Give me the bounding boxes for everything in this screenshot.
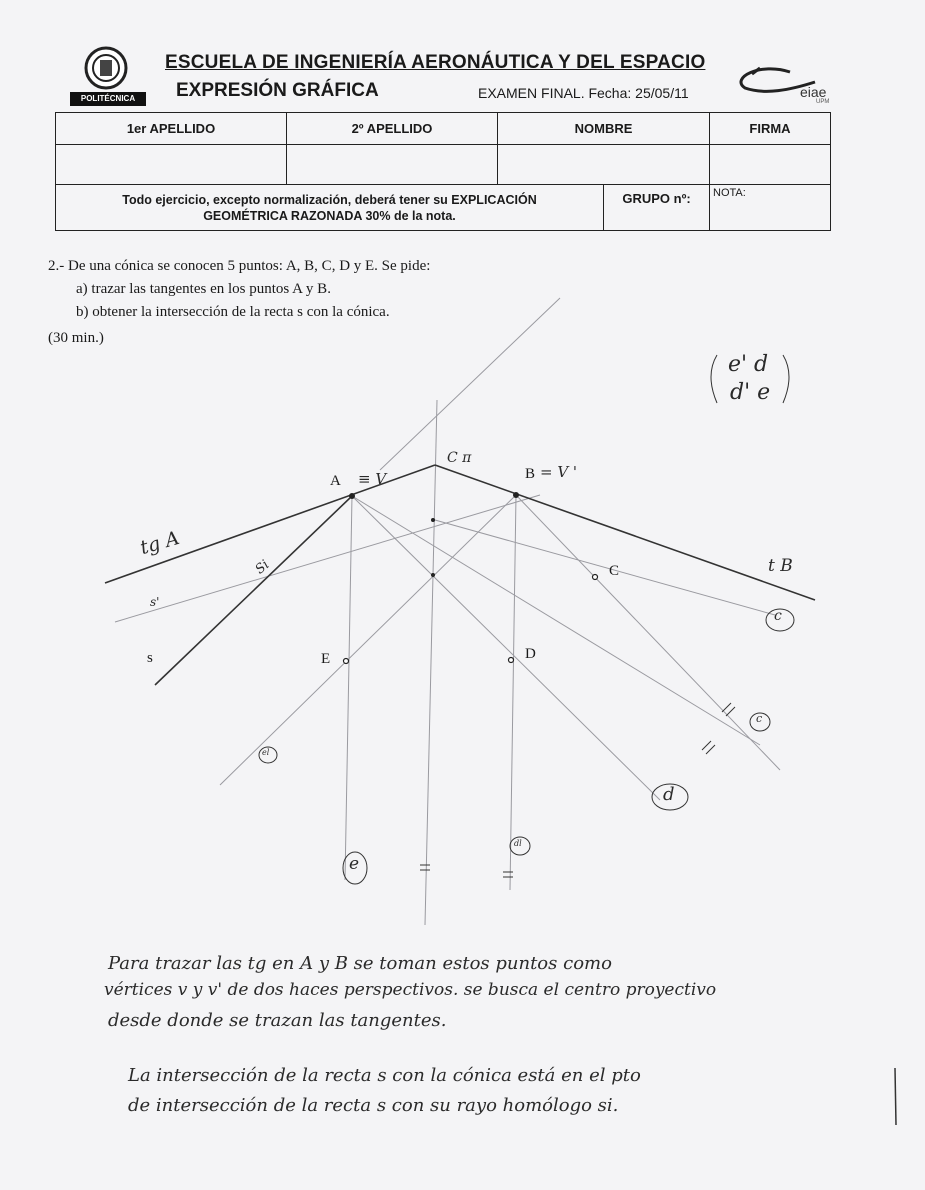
answer-line-2: vértices v y v' de dos haces perspectivos. se busca el centro proyectivo <box>104 980 717 1000</box>
label-s: s <box>147 650 153 666</box>
label-b: B <box>525 466 536 482</box>
circ-d-text: d <box>663 784 675 805</box>
note-line-2: GEOMÉTRICA RAZONADA 30% de la nota. <box>203 208 456 223</box>
eiae-logo-text: eiae <box>800 84 827 100</box>
label-a: A <box>330 473 341 489</box>
circ-dl-text: dl <box>514 839 522 848</box>
hw-cpi: C π <box>447 450 472 466</box>
margin-line <box>895 1068 896 1125</box>
exam-title: EXAMEN FINAL. Fecha: 25/05/11 <box>478 85 689 101</box>
answer-line-5: de intersección de la recta s con su rayo homólogo si. <box>128 1095 619 1116</box>
note-ed-1: e' d <box>728 352 769 377</box>
circ-e-text: e <box>349 854 360 874</box>
col-signature: FIRMA <box>710 113 831 145</box>
note-ed-2: d' e <box>730 380 771 405</box>
label-c: C <box>609 563 620 579</box>
hw-tga: tg A <box>137 526 182 560</box>
note-line-1: Todo ejercicio, excepto normalización, deberá tener su EXPLICACIÓN <box>122 192 537 207</box>
answer-line-1: Para trazar las tg en A y B se toman estos puntos como <box>108 953 612 974</box>
hw-tb: t B <box>768 556 793 576</box>
eiae-logo-sub: UPM <box>816 99 830 105</box>
problem-part-a: a) trazar las tangentes en los puntos A y B. <box>76 281 331 297</box>
label-e: E <box>321 651 331 667</box>
subject-title: EXPRESIÓN GRÁFICA <box>176 80 379 101</box>
col-first-surname: 1er APELLIDO <box>56 113 287 145</box>
problem-part-b: b) obtener la intersección de la recta s con la cónica. <box>76 304 390 320</box>
circ-c2-text: c <box>756 712 763 725</box>
col-name: NOMBRE <box>498 113 710 145</box>
label-d: D <box>525 646 536 662</box>
col-second-surname: 2º APELLIDO <box>287 113 498 145</box>
hw-bv: = V ' <box>540 463 578 481</box>
answer-line-4: La intersección de la recta s con la cónica está en el pto <box>128 1065 641 1086</box>
circ-el-text: el <box>262 748 270 757</box>
group-field[interactable]: GRUPO nº: <box>604 185 710 231</box>
hw-sprime: s' <box>150 595 160 609</box>
answer-line-3: desde donde se trazan las tangentes. <box>108 1010 447 1031</box>
problem-text: 2.- De una cónica se conocen 5 puntos: A, B, C, D y E. Se pide: <box>48 258 431 274</box>
time-limit: (30 min.) <box>48 330 104 346</box>
school-name: ESCUELA DE INGENIERÍA AERONÁUTICA Y DEL ESPACIO <box>165 52 706 73</box>
hw-si: Si <box>252 557 273 578</box>
hw-v: ≡ V <box>358 470 387 488</box>
circ-c1-text: c <box>774 608 782 624</box>
grade-field[interactable]: NOTA: <box>710 185 831 231</box>
upm-label: POLITÉCNICA <box>70 92 146 106</box>
